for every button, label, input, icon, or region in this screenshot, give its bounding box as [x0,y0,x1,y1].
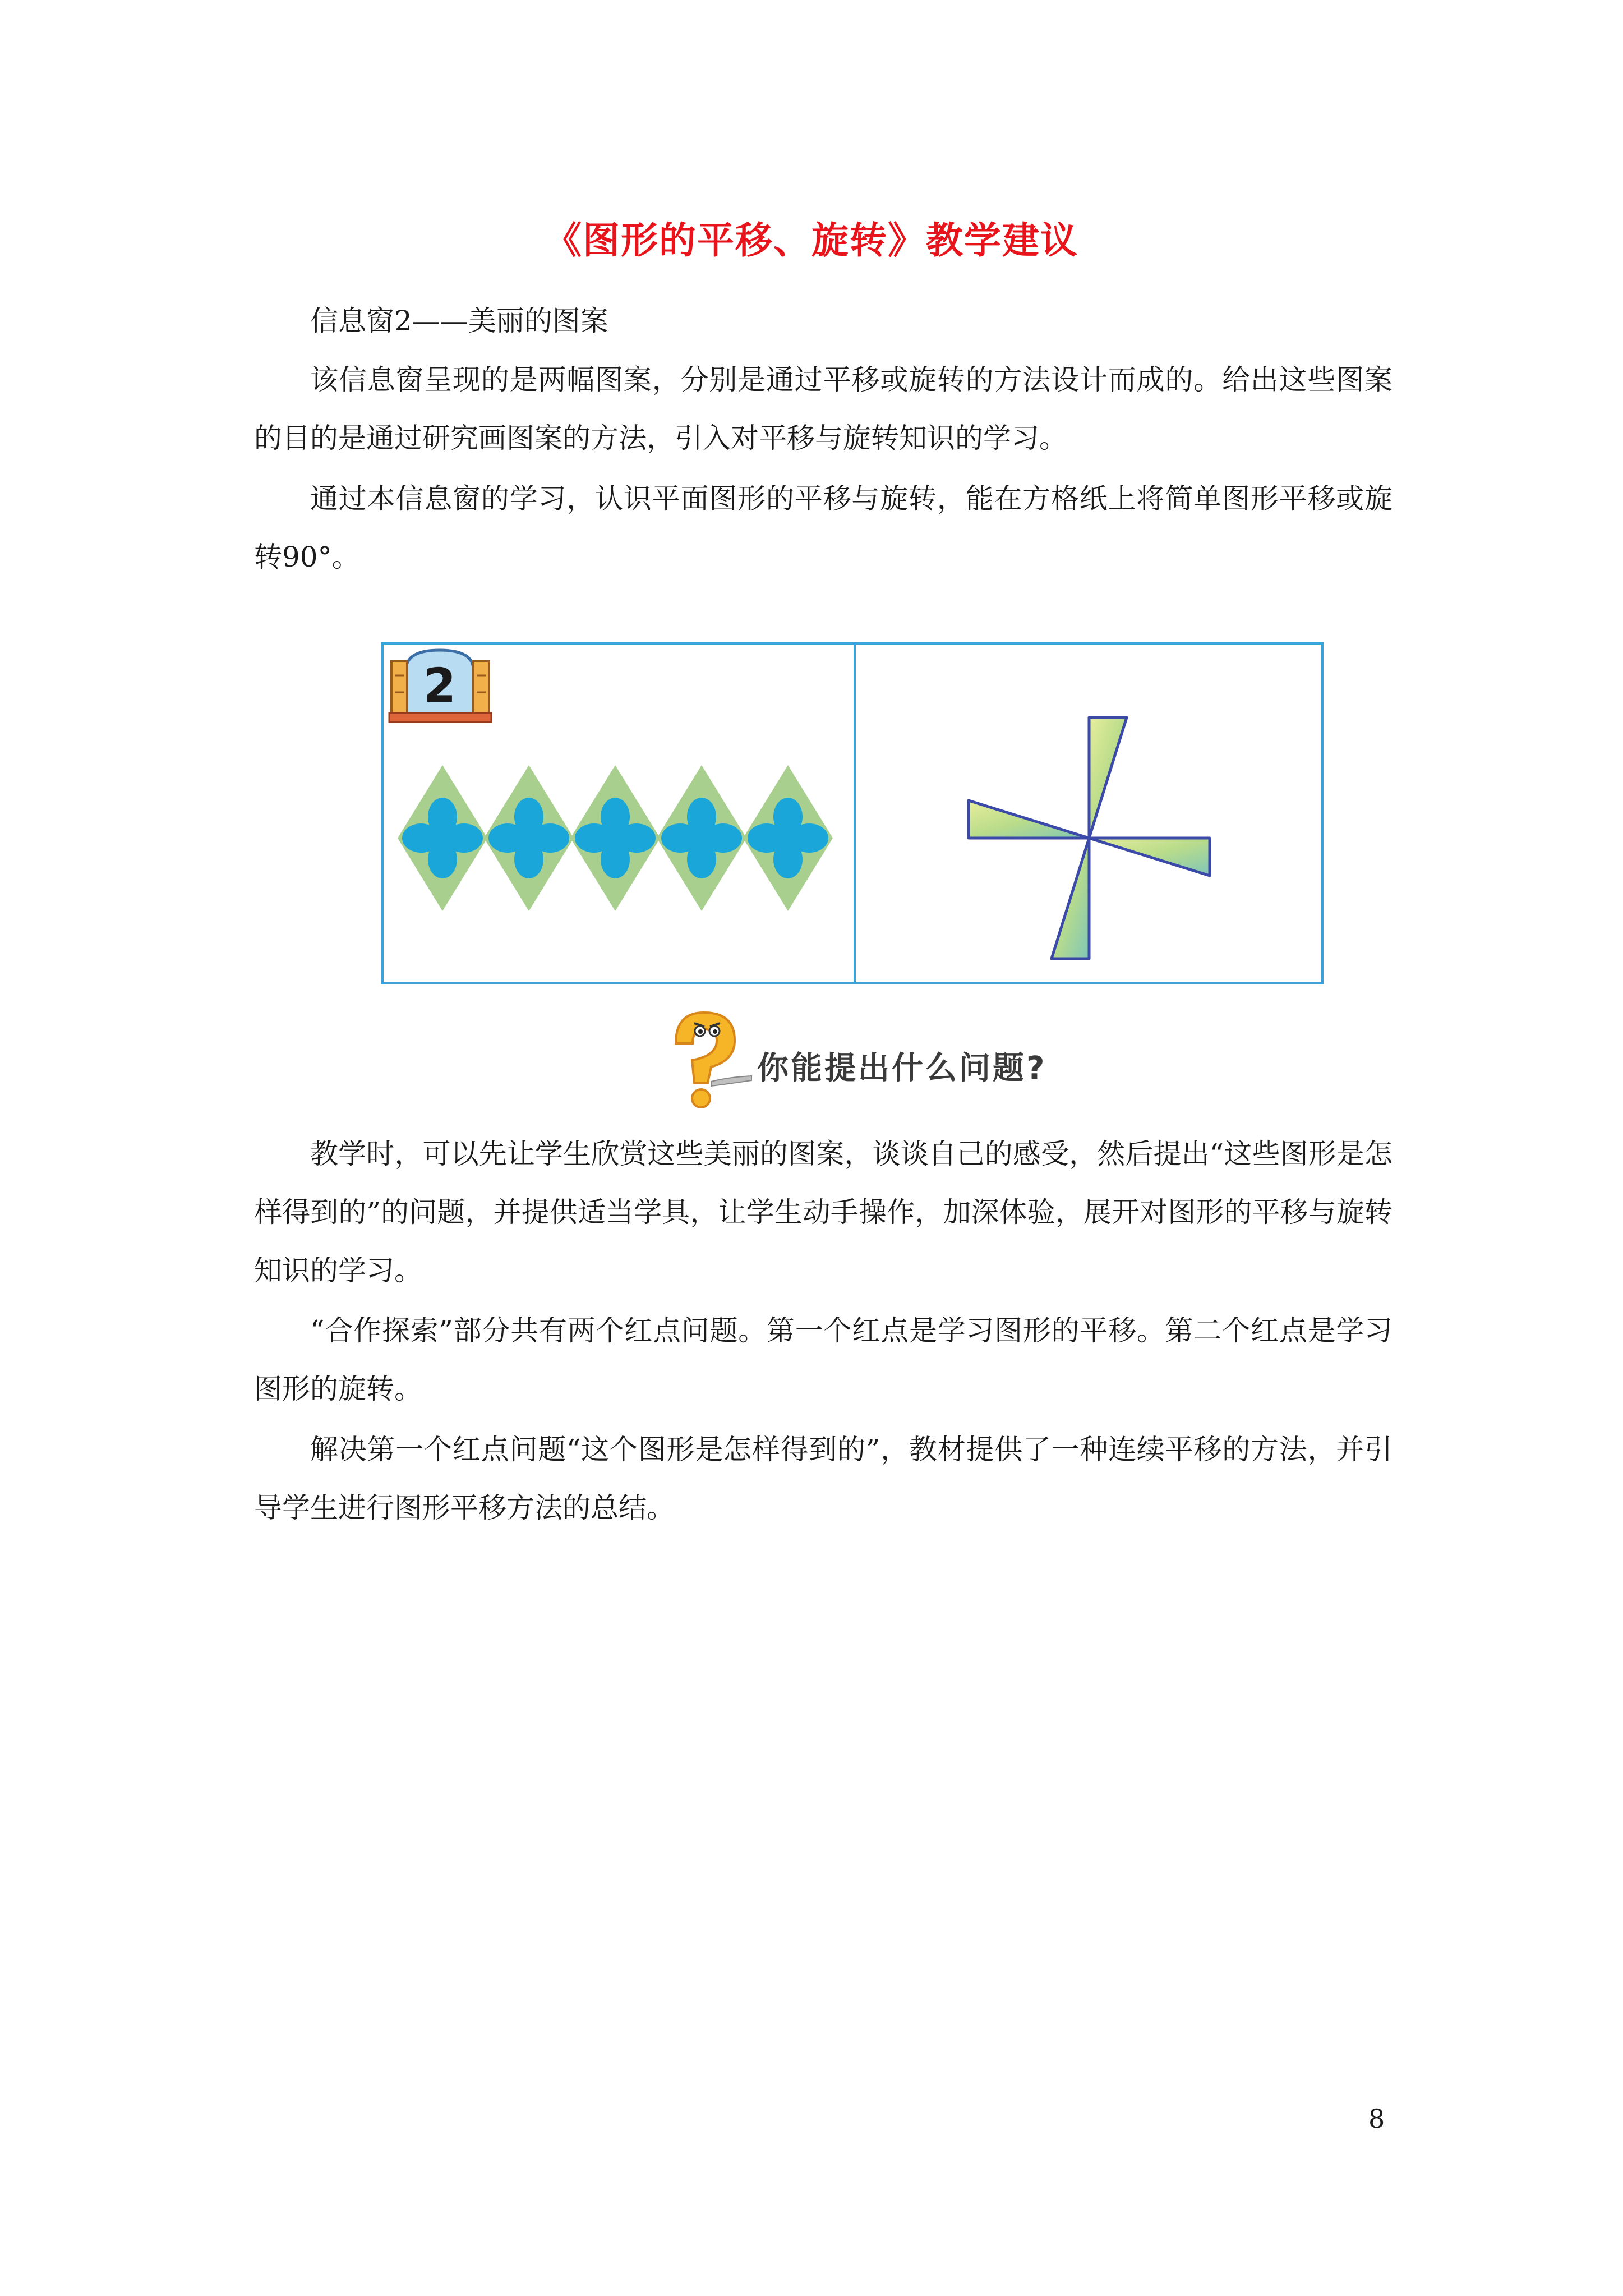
cross-shape [402,798,483,878]
cross-shape [748,798,828,878]
translation-tile [398,765,487,911]
page-number: 8 [1368,2104,1385,2134]
pinwheel-blade-right [1089,838,1210,876]
translation-tile [484,765,574,911]
translation-tile [657,765,746,911]
info-window-number: 2 [423,658,457,713]
question-prompt [645,1004,1150,1111]
translation-pattern [398,765,833,911]
cross-shape [661,798,742,878]
pinwheel-blade-bottom [1052,838,1089,959]
question-prompt-text: 你能提出什么问题? [757,1050,1047,1087]
textbook-figure [381,642,1324,984]
paragraph-goal: 通过本信息窗的学习，认识平面图形的平移与旋转，能在方格纸上将简单图形平移或旋转90°。 [254,482,1393,573]
paragraph-teaching: 教学时，可以先让学生欣赏这些美丽的图案，谈谈自己的感受，然后提出“这些图形是怎样得到的”的问题，并提供适当学具，让学生动手操作，加深体验，展开对图形的平移与旋转知识的学习。 [254,1138,1393,1287]
translation-tile [743,765,833,911]
cross-shape [488,798,569,878]
paragraph-solution: 解决第一个红点问题“这个图形是怎样得到的”，教材提供了一种连续平移的方法，并引导学生进行图形平移方法的总结。 [254,1433,1393,1524]
paragraph-cooperation: “合作探索”部分共有两个红点问题。第一个红点是学习图形的平移。第二个红点是学习图形的旋转。 [254,1314,1393,1405]
question-mark-mascot-icon [645,1004,757,1111]
pinwheel-blade-left [969,800,1089,838]
page-title: 《图形的平移、旋转》教学建议 [545,218,1078,262]
translation-tile [570,765,660,911]
paragraph-info-window: 信息窗2——美丽的图案 [310,305,608,337]
rotation-pinwheel-icon [969,717,1210,959]
figure-graphics [384,645,1326,987]
pinwheel-blade-top [1089,717,1127,838]
paragraph-intro: 该信息窗呈现的是两幅图案，分别是通过平移或旋转的方法设计而成的。给出这些图案的目的是通过研究画图案的方法，引入对平移与旋转知识的学习。 [254,364,1393,454]
cross-shape [575,798,656,878]
